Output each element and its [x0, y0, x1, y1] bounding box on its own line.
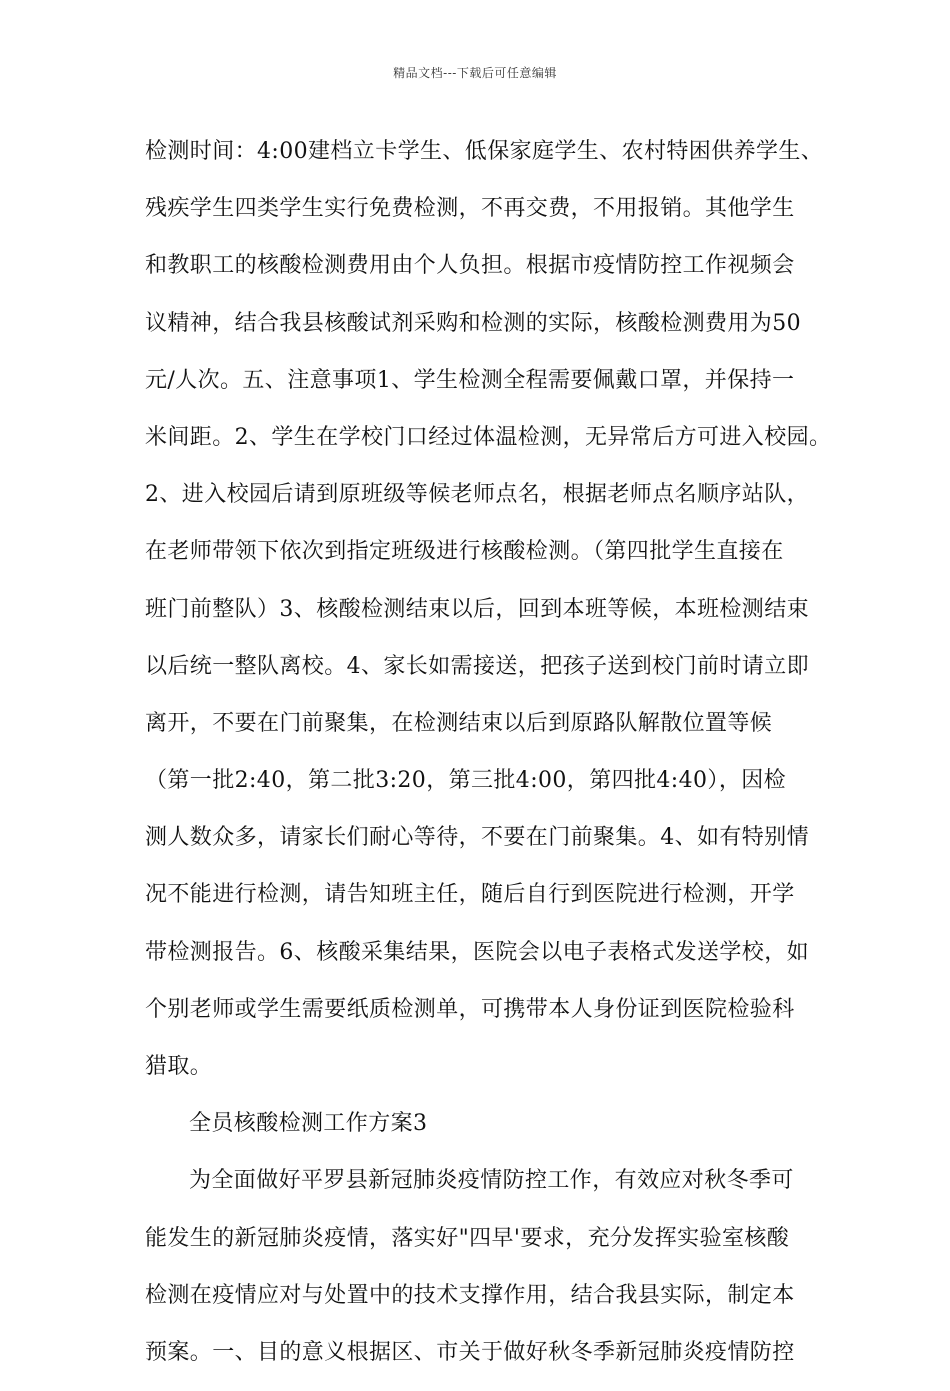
body-line: 残疾学生四类学生实行免费检测，不再交费，不用报销。其他学生: [145, 196, 795, 222]
body-line: 检测在疫情应对与处置中的技术支撑作用，结合我县实际，制定本: [145, 1282, 795, 1308]
body-line: 离开，不要在门前聚集，在检测结束以后到原路队解散位置等候: [145, 710, 773, 736]
body-line: 议精神，结合我县核酸试剂采购和检测的实际，核酸检测费用为50: [145, 310, 801, 336]
body-line: 班门前整队）3、核酸检测结束以后，回到本班等候，本班检测结束: [145, 596, 809, 622]
body-line: 个别老师或学生需要纸质检测单，可携带本人身份证到医院检验科: [145, 996, 795, 1022]
body-line: 测人数众多，请家长们耐心等待，不要在门前聚集。4、如有特别情: [145, 825, 809, 851]
body-line: 预案。一、目的意义根据区、市关于做好秋冬季新冠肺炎疫情防控: [145, 1339, 795, 1365]
body-line: 和教职工的核酸检测费用由个人负担。根据市疫情防控工作视频会: [145, 253, 795, 279]
body-line: 以后统一整队离校。4、家长如需接送，把孩子送到校门前时请立即: [145, 653, 809, 679]
section-heading: 全员核酸检测工作方案3: [189, 1111, 428, 1137]
body-line: 元/人次。五、注意事项1、学生检测全程需要佩戴口罩，并保持一: [145, 367, 795, 393]
body-line: 在老师带领下依次到指定班级进行核酸检测。（第四批学生直接在: [145, 539, 784, 565]
body-line: 为全面做好平罗县新冠肺炎疫情防控工作，有效应对秋冬季可: [189, 1168, 794, 1194]
body-line: 检测时间：4:00建档立卡学生、低保家庭学生、农村特困供养学生、: [145, 139, 824, 164]
body-line: 带检测报告。6、核酸采集结果，医院会以电子表格式发送学校，如: [145, 939, 809, 965]
page-header: 精品文档---下载后可任意编辑: [393, 66, 557, 80]
body-line: （第一批2:40，第二批3:20，第三批4:00，第四批4:40），因检: [145, 768, 787, 794]
body-line: 能发生的新冠肺炎疫情，落实好"四早'要求，充分发挥实验室核酸: [145, 1225, 790, 1251]
body-line: 况不能进行检测，请告知班主任，随后自行到医院进行检测，开学: [145, 882, 795, 908]
document-body: [145, 133, 832, 1391]
body-line: 2、进入校园后请到原班级等候老师点名，根据老师点名顺序站队，: [145, 482, 809, 508]
body-line: 米间距。2、学生在学校门口经过体温检测，无异常后方可进入校园。: [145, 424, 832, 450]
body-line: 猎取。: [145, 1054, 213, 1079]
